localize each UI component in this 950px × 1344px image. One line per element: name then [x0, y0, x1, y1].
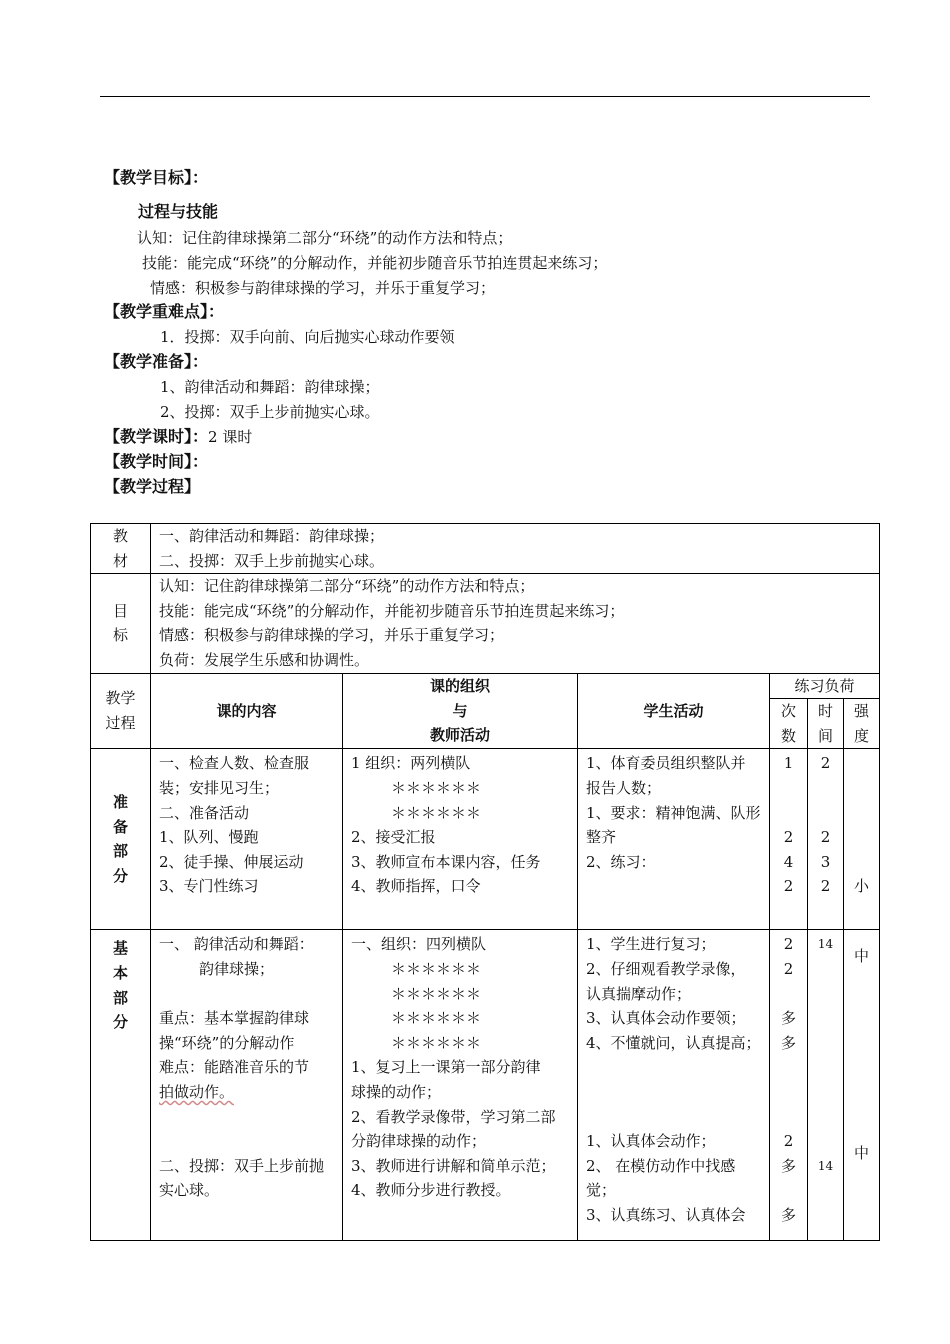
material-row — [91, 524, 880, 574]
preparation-heading: 【教学准备】： — [104, 352, 209, 371]
prep-intensity: 小 — [844, 749, 880, 930]
basic-section-label: 基 本 部 分 — [91, 930, 151, 1241]
basic-section-row — [91, 930, 880, 1241]
col-process-header: 教学 过程 — [91, 673, 151, 749]
goal-label: 目 标 — [91, 574, 151, 673]
hours-value: 2 课时 — [208, 428, 253, 446]
col-organization-header: 课的组织 与 教师活动 — [343, 673, 578, 749]
prep-content: 一、检查人数、检查服 装；安排见习生； 二、准备活动 1、队列、慢跑 2、徒手操、伸展运动 3、专门性练习 — [151, 749, 343, 930]
keypoints-heading: 【教学重难点】： — [104, 302, 225, 321]
prep-student-activity: 1、体育委员组织整队并 报告人数； 1、要求：精神饱满、队形 整齐 2、练习： — [578, 749, 770, 930]
goal-content: 认知：记住韵律球操第二部分“环绕”的动作方法和特点； 技能：能完成“环绕”的分解动作，并能初步随音乐节拍连贯起来练习； 情感：积极参与韵律球操的学习，并乐于重复学习； 负荷：发展学生乐感和协调性。 — [151, 574, 880, 673]
basic-intensity: 中 中 — [844, 930, 880, 1241]
material-content: 一、韵律活动和舞蹈：韵律球操； 二、投掷：双手上步前抛实心球。 — [151, 524, 880, 574]
basic-organization: 一、组织：四列横队 ＊＊＊＊＊＊ ＊＊＊＊＊＊ ＊＊＊＊＊＊ ＊＊＊＊＊＊ 1、复习上一课第一部分韵律 球操的动作； 2、看教学录像带，学习第二部 分韵律球操的动作； 3、教师进行讲解和简单示范； 4、教师分步进行教授。 — [343, 930, 578, 1241]
hours-heading: 【教学课时】： — [104, 427, 209, 446]
header-rule — [100, 96, 870, 97]
preparation-item-1: 1、韵律活动和舞蹈：韵律球操； — [160, 378, 380, 396]
material-label: 教 材 — [91, 524, 151, 574]
process-heading: 【教学过程】 — [104, 477, 201, 496]
lesson-plan-table — [90, 523, 880, 1241]
process-skills-subheading: 过程与技能 — [138, 202, 219, 221]
basic-student-activity: 1、学生进行复习； 2、仔细观看教学录像， 认真揣摩动作； 3、认真体会动作要领； 4、不懂就问，认真提高； 1、认真体会动作； 2、 在模仿动作中找感 觉； 3、认真练习、认真体会 — [578, 930, 770, 1241]
col-student-header: 学生活动 — [578, 673, 770, 749]
prep-time: 2 2 3 2 — [808, 749, 844, 930]
time-heading: 【教学时间】： — [104, 452, 209, 471]
objective-skill: 技能：能完成“环绕”的分解动作，并能初步随音乐节拍连贯起来练习； — [142, 254, 608, 272]
col-time-header: 时 间 — [808, 699, 844, 749]
objectives-heading: 【教学目标】： — [104, 168, 209, 187]
col-times-header: 次 数 — [770, 699, 808, 749]
goal-row — [91, 574, 880, 673]
prep-times: 1 2 4 2 — [770, 749, 808, 930]
header-row-1 — [91, 673, 880, 699]
hours-line — [104, 427, 252, 447]
keypoint-item: 1．投掷：双手向前、向后抛实心球动作要领 — [160, 328, 455, 346]
basic-content: 一、 韵律活动和舞蹈： 韵律球操； 重点：基本掌握韵律球 操“环绕”的分解动作 难点：能踏准音乐的节 拍做动作。 二、投掷：双手上步前抛 实心球。 — [151, 930, 343, 1241]
prep-section-label: 准 备 部 分 — [91, 749, 151, 930]
objective-emotion: 情感：积极参与韵律球操的学习，并乐于重复学习； — [150, 279, 496, 297]
col-intensity-header: 强 度 — [844, 699, 880, 749]
basic-times: 2 2 多 多 2 多 多 — [770, 930, 808, 1241]
col-load-header: 练习负荷 — [770, 673, 880, 699]
col-content-header: 课的内容 — [151, 673, 343, 749]
basic-time: 14 14 — [808, 930, 844, 1241]
prep-organization: 1 组织：两列横队 ＊＊＊＊＊＊ ＊＊＊＊＊＊ 2、接受汇报 3、教师宣布本课内容，任务 4、教师指挥，口令 — [343, 749, 578, 930]
objective-cognition: 认知：记住韵律球操第二部分“环绕”的动作方法和特点； — [137, 229, 513, 247]
preparation-item-2: 2、投掷：双手上步前抛实心球。 — [160, 403, 380, 421]
prep-section-row — [91, 749, 880, 930]
